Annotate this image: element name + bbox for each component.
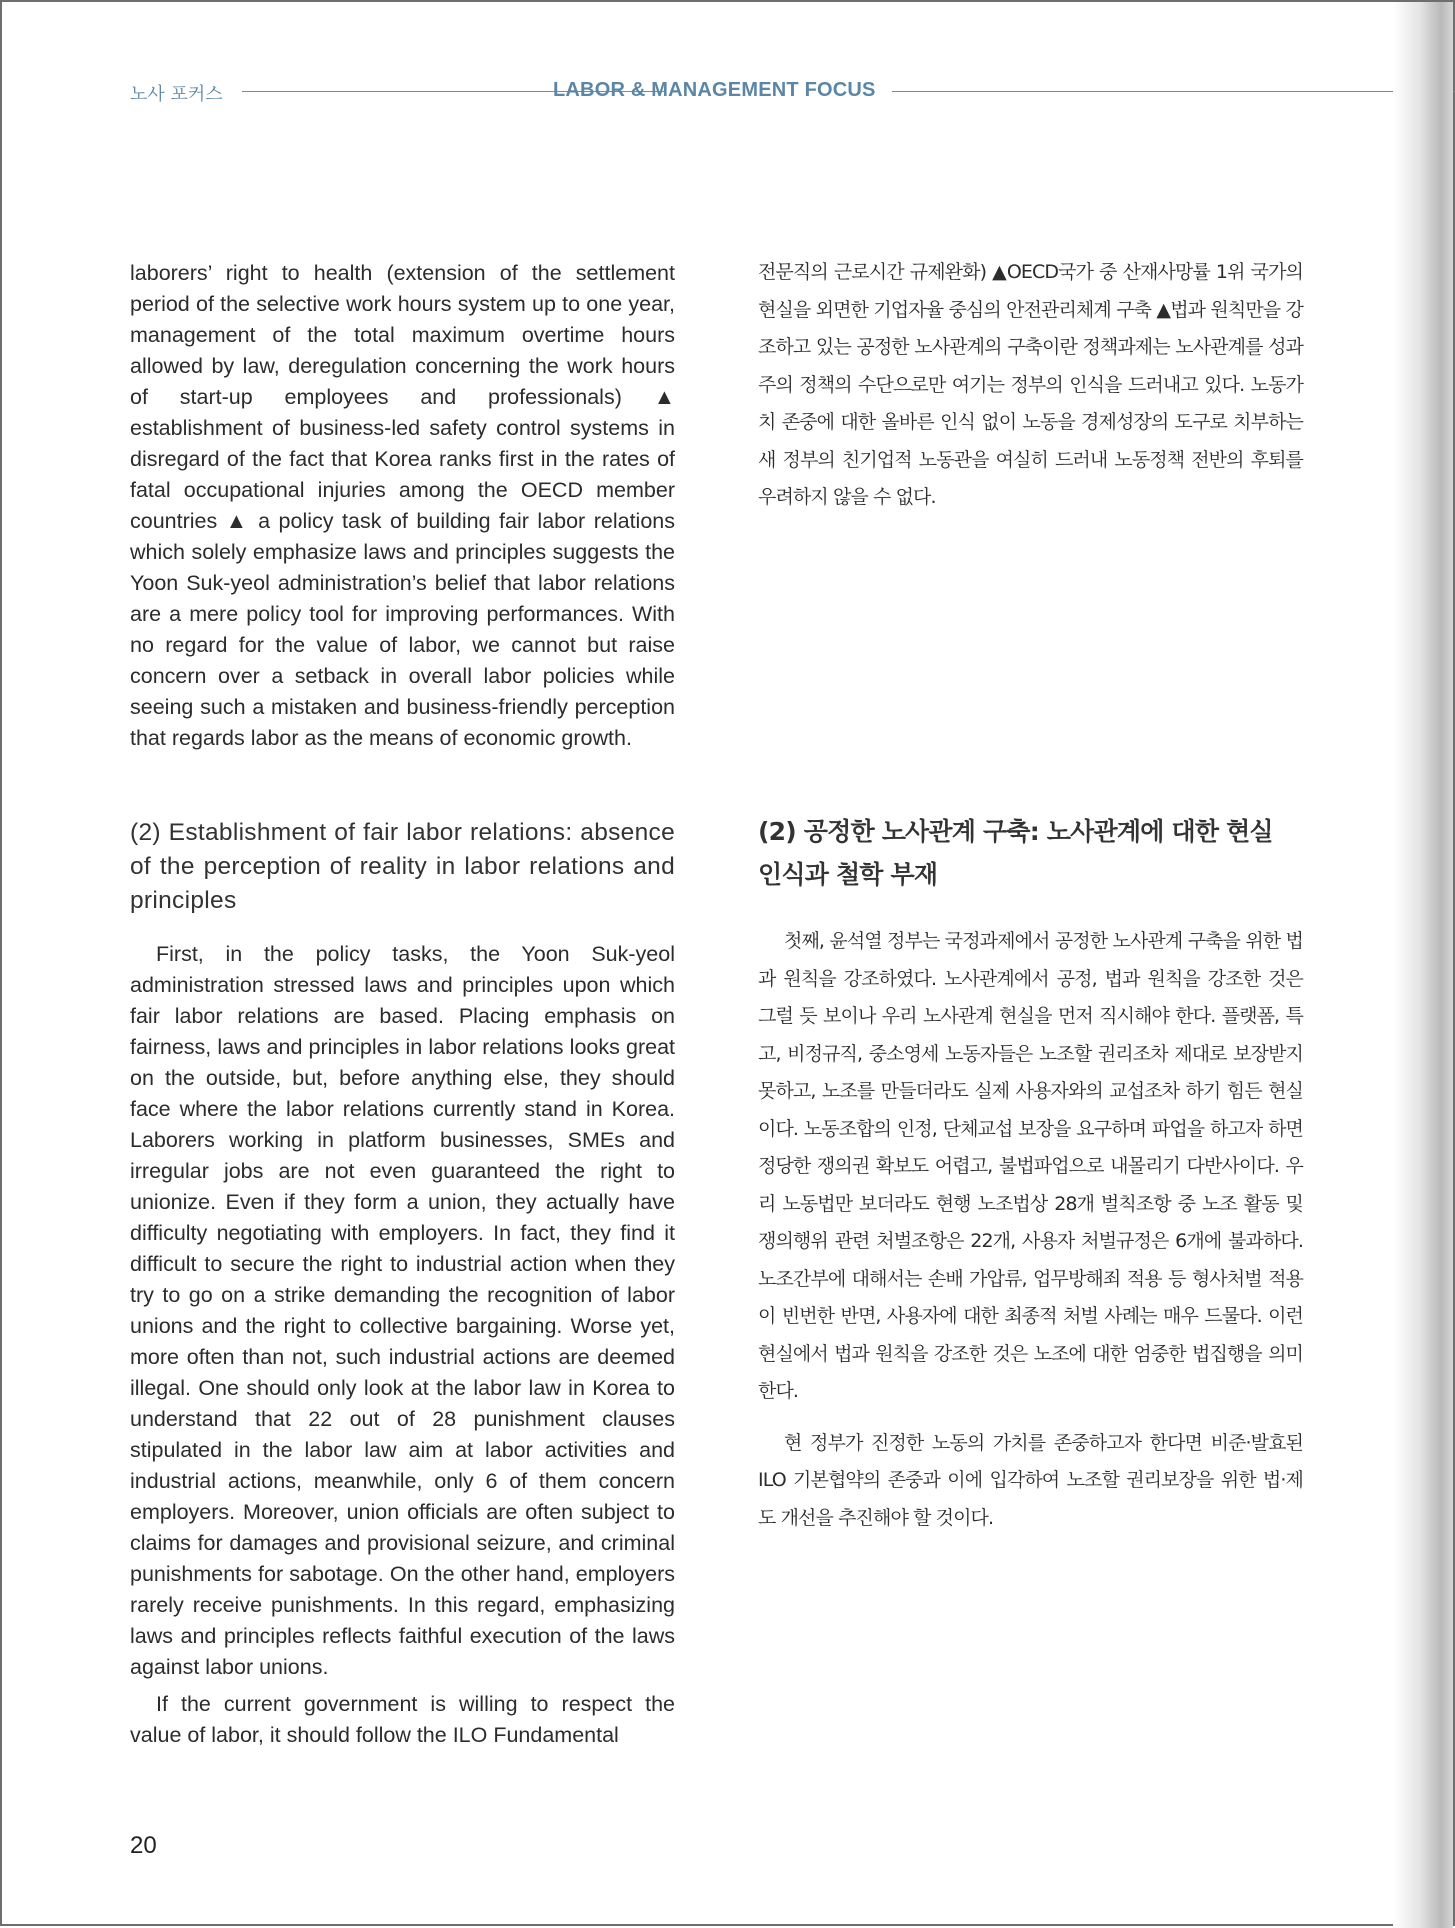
korean-continued-text: 전문직의 근로시간 규제완화) ▲OECD국가 중 산재사망률 1위 국가의 현실을 외면한 기업자율 중심의 안전관리체계 구축 ▲법과 원칙만을 강조하고 있는 공정한 노사관계의 구축이란 정책과제는 노사관계를 성과주의 정책의 수단으로만 여기는 정부의 인식을 드러내고 있다. 노동가치 존중에 대한 올바른 인식 없이 노동을 경제성장의 도구로 치부하는 새 정부의 친기업적 노동관을 여실히 드러내 노동정책 전반의 후퇴를 우려하지 않을 수 없다. xyxy=(758,261,1303,508)
header-rule-right xyxy=(892,91,1455,92)
page-binding-shadow xyxy=(1393,2,1453,1928)
english-continued-text: laborers’ right to health (extension of the settlement period of the selective work hours system up to one year, management of the total maximum overtime hours allowed by law, deregulation concerning the work hours of start-up employees and professionals) ▲ establishment of business-led safety control systems in disregard of the fact that Korea ranks first in the rates of fatal occupational injuries among the OECD member countries ▲ a policy task of building fair labor relations which solely emphasize laws and principles suggests the Yoon Suk-yeol administration’s belief that labor relations are a mere policy tool for improving performances. With no regard for the value of labor, we cannot but raise concern over a setback in overall labor policies while seeing such a mistaken and business-friendly perception that regards labor as the means of economic growth. xyxy=(130,261,675,750)
page-number: 20 xyxy=(130,1832,157,1859)
running-header xyxy=(130,78,1455,106)
korean-continued-paragraph xyxy=(758,254,1303,517)
english-paragraph-2: If the current government is willing to respect the value of labor, it should follow the ILO Fundamental xyxy=(130,1692,675,1747)
korean-body xyxy=(758,923,1303,1537)
korean-section-heading: (2) 공정한 노사관계 구축: 노사관계에 대한 현실 인식과 철학 부재 xyxy=(758,817,1273,889)
section-title-english: LABOR & MANAGEMENT FOCUS xyxy=(553,79,876,101)
english-body xyxy=(130,939,675,1751)
korean-paragraph-2: 현 정부가 진정한 노동의 가치를 존중하고자 한다면 비준·발효된 ILO 기본협약의 존중과 이에 입각하여 노조할 권리보장을 위한 법·제도 개선을 추진해야 할 것이다. xyxy=(758,1431,1303,1529)
korean-paragraph-1: 첫째, 윤석열 정부는 국정과제에서 공정한 노사관계 구축을 위한 법과 원칙을 강조하였다. 노사관계에서 공정, 법과 원칙을 강조한 것은 그럴 듯 보이나 우리 노사관계 현실을 먼저 직시해야 한다. 플랫폼, 특고, 비정규직, 중소영세 노동자들은 노조할 권리조차 제대로 보장받지 못하고, 노조를 만들더라도 실제 사용자와의 교섭조차 하기 힘든 현실이다. 노동조합의 인정, 단체교섭 보장을 요구하며 파업을 하고자 하면 정당한 쟁의권 확보도 어렵고, 불법파업으로 내몰리기 다반사이다. 우리 노동법만 보더라도 현행 노조법상 28개 벌칙조항 중 노조 활동 및 쟁의행위 관련 처벌조항은 22개, 사용자 처벌규정은 6개에 불과하다. 노조간부에 대해서는 손배 가압류, 업무방해죄 적용 등 형사처벌 적용이 빈번한 반면, 사용자에 대한 최종적 처벌 사례는 매우 드물다. 이런 현실에서 법과 원칙을 강조한 것은 노조에 대한 엄중한 법집행을 의미한다. xyxy=(758,930,1303,1402)
section-title-korean: 노사 포커스 xyxy=(130,84,223,105)
english-paragraph-1: First, in the policy tasks, the Yoon Suk-yeol administration stressed laws and principles upon which fair labor relations are based. Placing emphasis on fairness, laws and principles in labor relations looks great on the outside, but, before anything else, they should face where the labor relations currently stand in Korea. Laborers working in platform businesses, SMEs and irregular jobs are not even guaranteed the right to unionize. Even if they form a union, they actually have difficulty negotiating with employers. In fact, they find it difficult to secure the right to industrial action when they try to go on a strike demanding the recognition of labor unions and the right to collective bargaining. Worse yet, more often than not, such industrial actions are deemed illegal. One should only look at the labor law in Korea to understand that 22 out of 28 punishment clauses stipulated in the labor law aim at labor activities and industrial actions, meanwhile, only 6 of them concern employers. Moreover, union officials are often subject to claims for damages and provisional seizure, and criminal punishments for sabotage. On the other hand, employers rarely receive punishments. In this regard, emphasizing laws and principles reflects faithful execution of the laws against labor unions. xyxy=(130,942,675,1679)
english-section-heading: (2) Establishment of fair labor relations: absence of the perception of reality in labor relations and principles xyxy=(130,819,675,914)
english-continued-paragraph xyxy=(130,258,675,754)
